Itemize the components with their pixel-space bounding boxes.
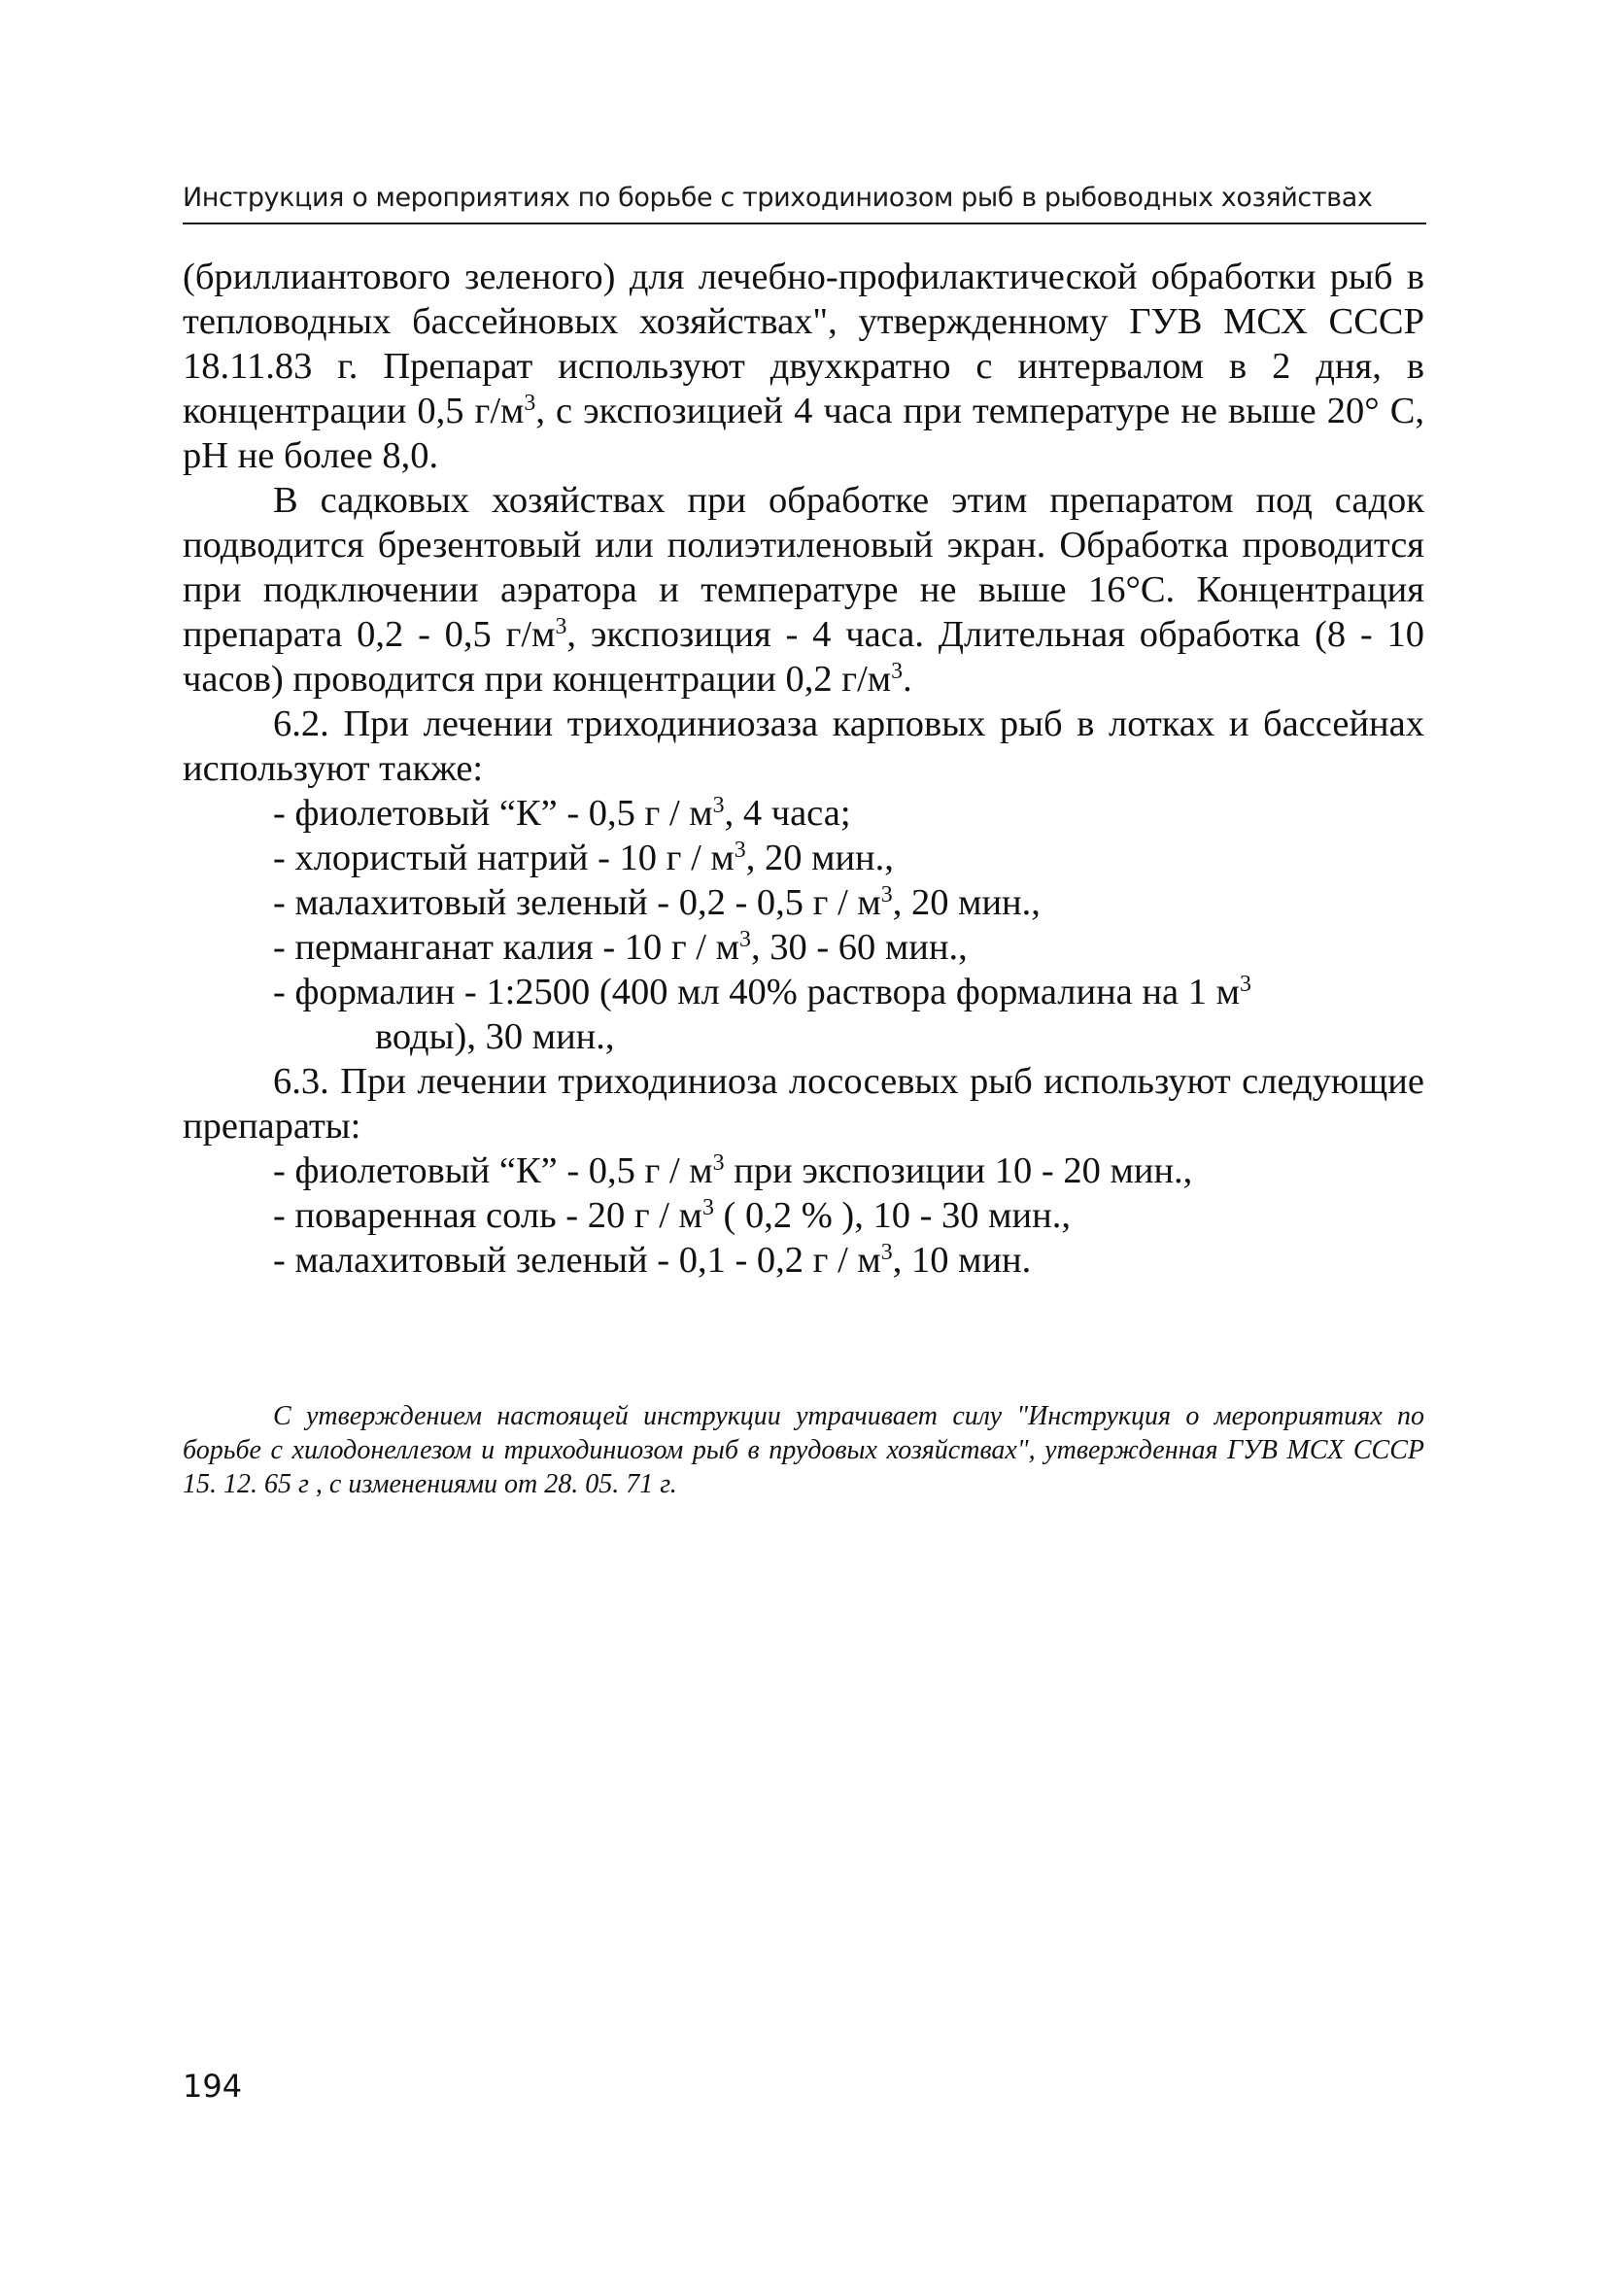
section-6-3: 6.3. При лечении триходиниоза лососевых рыб используют следующие препараты: (183, 1061, 1424, 1147)
paragraph: (бриллиантового зеленого) для лечебно-профилактической обработки рыб в тепловодных бассейновых хозяйствах", утвержденному ГУВ МСХ СССР 18.11.83 г. Препарат используют двухкратно с интервалом в 2 дня, в концентрации 0,5 $г/м^3$, с экспозицией 4 часа при температуре не выше 20° С, pH не более 8,0. (183, 257, 1424, 476)
body-text (183, 255, 1424, 1283)
list-item: - фиолетовый “К” - 0,5 г / $м^3$, 4 часа; (273, 792, 851, 834)
list-item: - малахитовый зеленый - 0,1 - 0,2 г / $м^3$, 10 мин. (273, 1239, 1032, 1281)
list-item: - фиолетовый “К” - 0,5 г / $м^3$ при экспозиции 10 - 20 мин., (273, 1149, 1193, 1191)
list-item: - перманганат калия - 10 г / $м^3$, 30 - 60 мин., (273, 926, 968, 968)
page-number: 194 (183, 2068, 243, 2105)
list-item: - формалин - 1:2500 (400 мл 40% раствора формалина на 1 $м^3$ воды), 30 мин., (273, 971, 1251, 1057)
running-header: Инструкция о мероприятиях по борьбе с триходиниозом рыб в рыбоводных хозяйствах (183, 183, 1373, 213)
header-rule (183, 223, 1426, 224)
list-item: - малахитовый зеленый - 0,2 - 0,5 г / $м^3$, 20 мин., (273, 881, 1041, 923)
list-item: - хлористый натрий - 10 г / $м^3$, 20 мин., (273, 837, 894, 878)
paragraph: В садковых хозяйствах при обработке этим препаратом под садок подводится брезентовый или полиэтиленовый экран. Обработка проводится при подключении аэратора и температуре не выше 16°С. Концентрация препарата 0,2 - 0,5 $г/м^3$, экспозиция - 4 часа. Длительная обработка (8 - 10 часов) проводится при концентрации 0,2 $г/м^3$. (183, 480, 1425, 700)
section-6-2: 6.2. При лечении триходиниозаза карповых рыб в лотках и бассейнах используют также: (183, 703, 1424, 789)
list-item: - поваренная соль - 20 г / $м^3$ ( 0,2 % ), 10 - 30 мин., (273, 1194, 1071, 1236)
footnote: С утверждением настоящей инструкции утрачивает силу "Инструкция о мероприятиях по борьбе с хилодонеллезом и триходиниозом рыб в прудовых хозяйствах", утвержденная ГУВ МСХ СССР 15. 12. 65 г , с изменениями от 28. 05. 71 г. (183, 1401, 1424, 1499)
